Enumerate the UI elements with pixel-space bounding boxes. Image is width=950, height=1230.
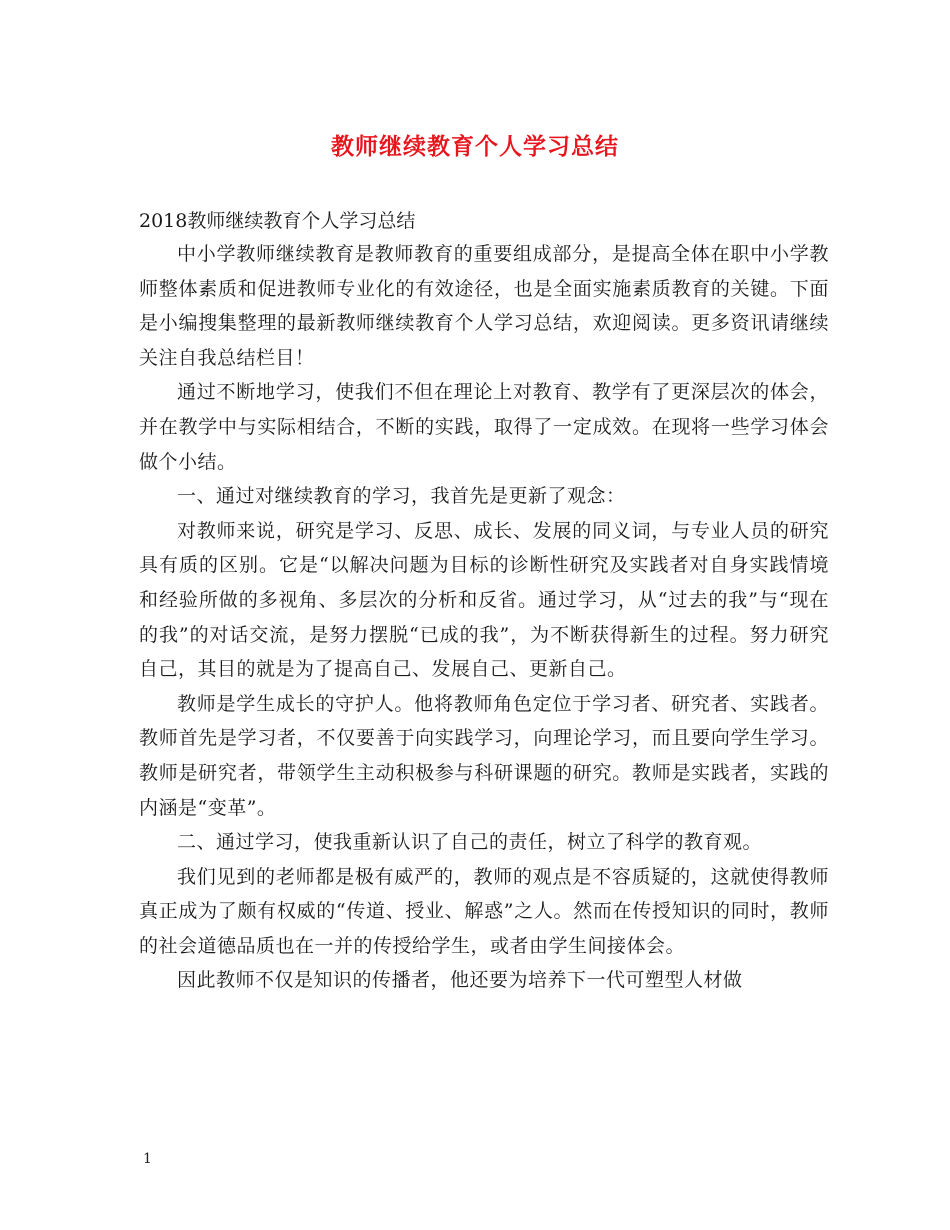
document-body xyxy=(139,237,829,998)
paragraph-teacher-role: 教师是学生成长的守护人。他将教师角色定位于学习者、研究者、实践者。教师首先是学习者，不仅要善于向实践学习，向理论学习，而且要向学生学习。教师是研究者，带领学生主动积极参与科研课题的研究。教师是实践者，实践的内涵是“变革”。 xyxy=(139,692,829,819)
section-heading-1: 一、通过对继续教育的学习，我首先是更新了观念： xyxy=(177,485,626,508)
paragraph-research: 对教师来说，研究是学习、反思、成长、发展的同义词，与专业人员的研究具有质的区别。它是“以解决问题为目标的诊断性研究及实践者对自身实践情境和经验所做的多视角、多层次的分析和反省。通过学习，从“过去的我”与“现在的我”的对话交流，是努力摆脱“已成的我”，为不断获得新生的过程。努力研究自己，其目的就是为了提高自己、发展自己、更新自己。 xyxy=(139,519,829,681)
paragraph-intro: 中小学教师继续教育是教师教育的重要组成部分，是提高全体在职中小学教师整体素质和促进教师专业化的有效途径，也是全面实施素质教育的关键。下面是小编搜集整理的最新教师继续教育个人学习总结，欢迎阅读。更多资讯请继续关注自我总结栏目！ xyxy=(139,243,829,369)
page-number: 1 xyxy=(143,1151,152,1167)
paragraph-summary: 通过不断地学习，使我们不但在理论上对教育、教学有了更深层次的体会，并在教学中与实际相结合，不断的实践，取得了一定成效。在现将一些学习体会做个小结。 xyxy=(139,381,829,473)
document-title: 教师继续教育个人学习总结 xyxy=(331,133,619,160)
section-heading-2: 二、通过学习，使我重新认识了自己的责任，树立了科学的教育观。 xyxy=(177,831,763,854)
document-subtitle: 2018教师继续教育个人学习总结 xyxy=(139,210,416,232)
paragraph-authority: 我们见到的老师都是极有威严的，教师的观点是不容质疑的，这就使得教师真正成为了颇有权威的“传道、授业、解惑”之人。然而在传授知识的同时，教师的社会道德品质也在一并的传授给学生，或者由学生间接体会。 xyxy=(139,865,829,957)
paragraph-conclusion: 因此教师不仅是知识的传播者，他还要为培养下一代可塑型人材做 xyxy=(177,969,743,992)
